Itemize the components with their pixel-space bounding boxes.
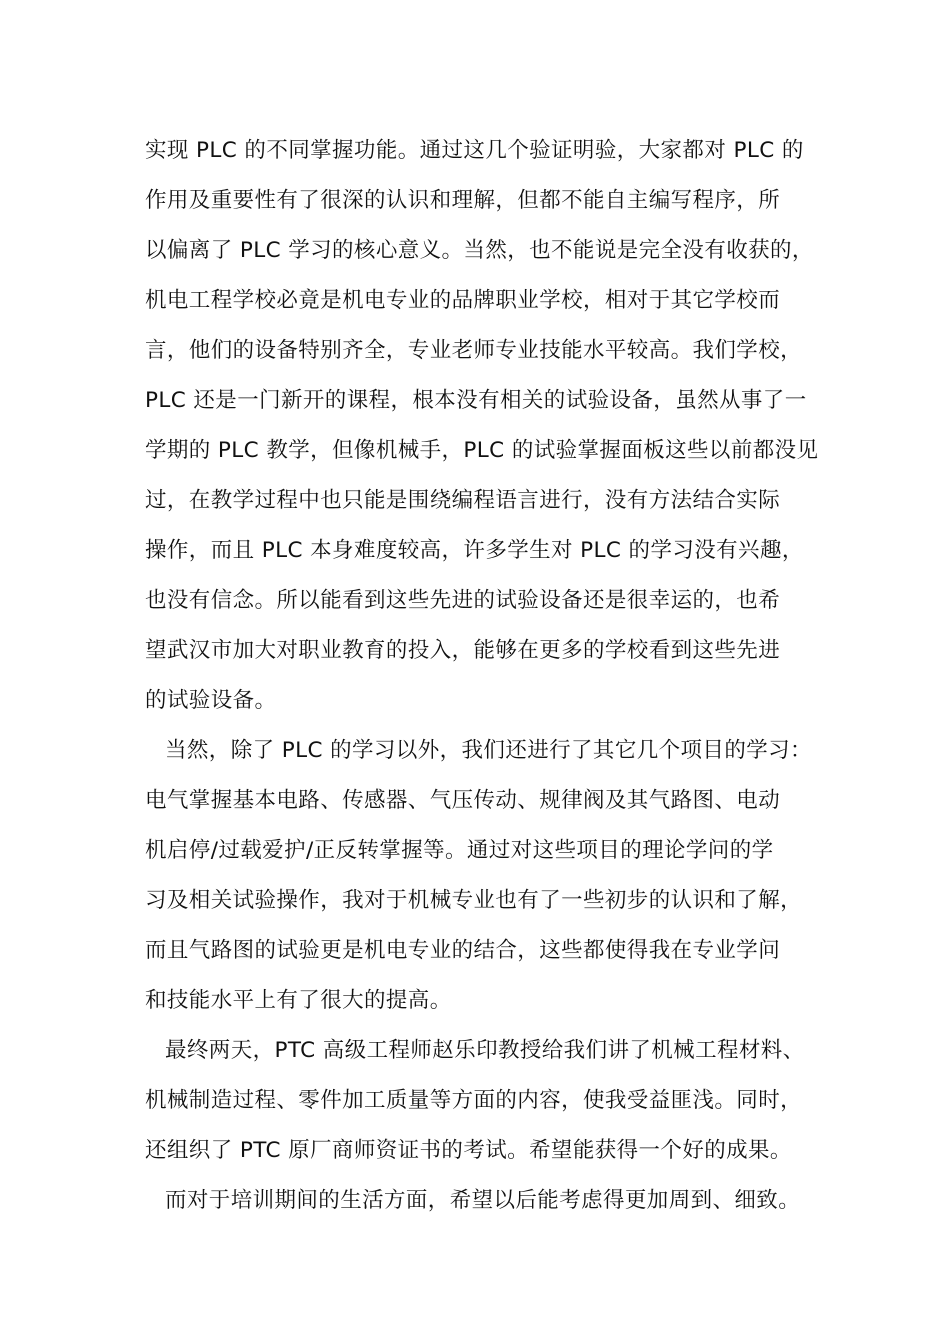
text-line: 还组织了 PTC 原厂商师资证书的考试。希望能获得一个好的成果。	[145, 1138, 792, 1163]
text-line: 和技能水平上有了很大的提高。	[145, 988, 452, 1013]
paragraph-first-line: 当然，除了 PLC 的学习以外，我们还进行了其它几个项目的学习：	[165, 738, 812, 763]
text-line: 实现 PLC 的不同掌握功能。通过这几个验证明验，大家都对 PLC 的	[145, 138, 804, 163]
text-line: 机电工程学校必竟是机电专业的品牌职业学校，相对于其它学校而	[145, 288, 781, 313]
text-line: 的试验设备。	[145, 688, 277, 713]
paragraph-first-line: 最终两天，PTC 高级工程师赵乐印教授给我们讲了机械工程材料、	[165, 1038, 805, 1063]
text-line: 望武汉市加大对职业教育的投入，能够在更多的学校看到这些先进	[145, 638, 781, 663]
paragraph-first-line: 而对于培训期间的生活方面，希望以后能考虑得更加周到、细致。	[165, 1188, 801, 1213]
text-line: 也没有信念。所以能看到这些先进的试验设备还是很幸运的，也希	[145, 588, 781, 613]
text-line: 操作，而且 PLC 本身难度较高，许多学生对 PLC 的学习没有兴趣，	[145, 538, 804, 563]
text-line: 机械制造过程、零件加工质量等方面的内容，使我受益匪浅。同时，	[145, 1088, 803, 1113]
text-line: 学期的 PLC 教学，但像机械手，PLC 的试验掌握面板这些以前都没见	[145, 438, 819, 463]
text-line: 过，在教学过程中也只能是围绕编程语言进行，没有方法结合实际	[145, 488, 781, 513]
text-line: 电气掌握基本电路、传感器、气压传动、规律阀及其气路图、电动	[145, 788, 781, 813]
text-line: 而且气路图的试验更是机电专业的结合，这些都使得我在专业学问	[145, 938, 781, 963]
text-line: PLC 还是一门新开的课程，根本没有相关的试验设备，虽然从事了一	[145, 388, 807, 413]
text-line: 以偏离了 PLC 学习的核心意义。当然，也不能说是完全没有收获的，	[145, 238, 814, 263]
text-line: 习及相关试验操作，我对于机械专业也有了一些初步的认识和了解，	[145, 888, 803, 913]
text-line: 作用及重要性有了很深的认识和理解，但都不能自主编写程序，所	[145, 188, 781, 213]
text-line: 机启停/过载爱护/正反转掌握等。通过对这些项目的理论学问的学	[145, 838, 774, 863]
text-line: 言，他们的设备特别齐全，专业老师专业技能水平较高。我们学校，	[145, 338, 803, 363]
